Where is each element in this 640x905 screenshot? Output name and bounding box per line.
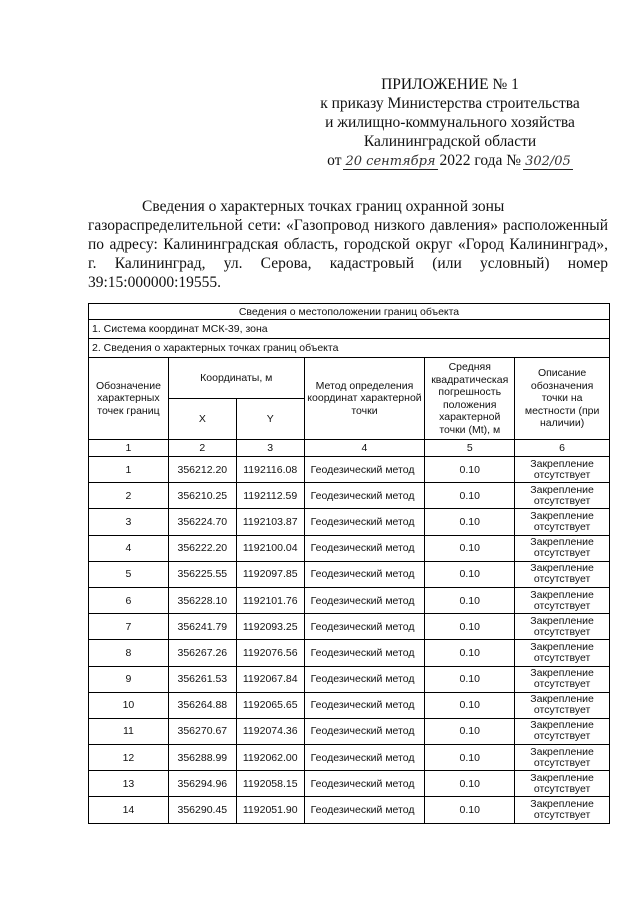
date-suffix: 2022 года № bbox=[439, 152, 522, 169]
y-coordinate-cell: 1192116.08 bbox=[236, 457, 304, 483]
header-x: X bbox=[168, 399, 236, 440]
y-coordinate-cell: 1192100.04 bbox=[236, 535, 304, 561]
table-row bbox=[89, 771, 610, 797]
y-coordinate-cell: 1192093.25 bbox=[236, 614, 304, 640]
y-coordinate-cell: 1192112.59 bbox=[236, 483, 304, 509]
error-cell: 0.10 bbox=[425, 483, 515, 509]
column-number: 2 bbox=[168, 440, 236, 457]
boundary-points-table bbox=[88, 303, 610, 824]
ministry-line: и жилищно-коммунального хозяйства bbox=[325, 114, 575, 131]
intro-rest: газораспределительной сети: «Газопровод низкого давления» расположенный по адресу: Калининградская область, городской округ «Город Калининград», г. Калининград, ул. Серова, кадастровый (или условный) номер 39:15:000000:19555. bbox=[88, 217, 608, 291]
description-cell: Закрепление отсутствует bbox=[515, 640, 610, 666]
error-cell: 0.10 bbox=[425, 614, 515, 640]
method-cell: Геодезический метод bbox=[304, 718, 425, 744]
point-number-cell: 11 bbox=[89, 718, 169, 744]
point-number-cell: 8 bbox=[89, 640, 169, 666]
point-number-cell: 2 bbox=[89, 483, 169, 509]
table-row bbox=[89, 483, 610, 509]
method-cell: Геодезический метод bbox=[304, 561, 425, 587]
table-row bbox=[89, 561, 610, 587]
order-ref-line: к приказу Министерства строительства bbox=[320, 95, 580, 112]
description-cell: Закрепление отсутствует bbox=[515, 614, 610, 640]
x-coordinate-cell: 356224.70 bbox=[168, 509, 236, 535]
header-coordinates: Координаты, м bbox=[168, 358, 304, 399]
method-cell: Геодезический метод bbox=[304, 509, 425, 535]
appendix-header bbox=[300, 75, 600, 170]
column-number: 1 bbox=[89, 440, 169, 457]
coordinate-system-row: 1. Система координат МСК-39, зона bbox=[89, 320, 610, 339]
point-number-cell: 9 bbox=[89, 666, 169, 692]
y-coordinate-cell: 1192076.56 bbox=[236, 640, 304, 666]
method-cell: Геодезический метод bbox=[304, 457, 425, 483]
point-number-cell: 7 bbox=[89, 614, 169, 640]
y-coordinate-cell: 1192067.84 bbox=[236, 666, 304, 692]
description-cell: Закрепление отсутствует bbox=[515, 483, 610, 509]
description-cell: Закрепление отсутствует bbox=[515, 457, 610, 483]
intro-first-line: Сведения о характерных точках границ охранной зоны bbox=[142, 198, 505, 215]
header-y: Y bbox=[236, 399, 304, 440]
header-error: Средняя квадратическая погрешность положения характерной точки (Mt), м bbox=[425, 358, 515, 440]
table-row bbox=[89, 587, 610, 613]
x-coordinate-cell: 356222.20 bbox=[168, 535, 236, 561]
error-cell: 0.10 bbox=[425, 745, 515, 771]
error-cell: 0.10 bbox=[425, 457, 515, 483]
table-row bbox=[89, 692, 610, 718]
method-cell: Геодезический метод bbox=[304, 587, 425, 613]
x-coordinate-cell: 356290.45 bbox=[168, 797, 236, 823]
point-number-cell: 6 bbox=[89, 587, 169, 613]
error-cell: 0.10 bbox=[425, 561, 515, 587]
table-title: Сведения о местоположении границ объекта bbox=[89, 304, 610, 320]
appendix-title: ПРИЛОЖЕНИЕ № 1 bbox=[381, 76, 519, 93]
y-coordinate-cell: 1192097.85 bbox=[236, 561, 304, 587]
table-row bbox=[89, 666, 610, 692]
handwritten-date: 20 сентября bbox=[345, 154, 436, 169]
x-coordinate-cell: 356228.10 bbox=[168, 587, 236, 613]
method-cell: Геодезический метод bbox=[304, 692, 425, 718]
point-number-cell: 1 bbox=[89, 457, 169, 483]
table-row bbox=[89, 718, 610, 744]
x-coordinate-cell: 356294.96 bbox=[168, 771, 236, 797]
method-cell: Геодезический метод bbox=[304, 614, 425, 640]
header-description: Описание обозначения точки на местности (при наличии) bbox=[515, 358, 610, 440]
y-coordinate-cell: 1192062.00 bbox=[236, 745, 304, 771]
intro-paragraph bbox=[88, 197, 608, 292]
header-method: Метод определения координат характерной точки bbox=[304, 358, 425, 440]
table-row bbox=[89, 509, 610, 535]
method-cell: Геодезический метод bbox=[304, 797, 425, 823]
table-row bbox=[89, 457, 610, 483]
method-cell: Геодезический метод bbox=[304, 483, 425, 509]
x-coordinate-cell: 356288.99 bbox=[168, 745, 236, 771]
method-cell: Геодезический метод bbox=[304, 745, 425, 771]
table-row bbox=[89, 614, 610, 640]
x-coordinate-cell: 356210.25 bbox=[168, 483, 236, 509]
column-number-row bbox=[89, 440, 610, 457]
error-cell: 0.10 bbox=[425, 797, 515, 823]
description-cell: Закрепление отсутствует bbox=[515, 718, 610, 744]
method-cell: Геодезический метод bbox=[304, 640, 425, 666]
table-row bbox=[89, 640, 610, 666]
error-cell: 0.10 bbox=[425, 509, 515, 535]
description-cell: Закрепление отсутствует bbox=[515, 745, 610, 771]
x-coordinate-cell: 356264.88 bbox=[168, 692, 236, 718]
point-number-cell: 14 bbox=[89, 797, 169, 823]
y-coordinate-cell: 1192065.65 bbox=[236, 692, 304, 718]
x-coordinate-cell: 356270.67 bbox=[168, 718, 236, 744]
method-cell: Геодезический метод bbox=[304, 535, 425, 561]
method-cell: Геодезический метод bbox=[304, 771, 425, 797]
order-date-line bbox=[300, 151, 600, 170]
description-cell: Закрепление отсутствует bbox=[515, 535, 610, 561]
table-row bbox=[89, 797, 610, 823]
point-number-cell: 13 bbox=[89, 771, 169, 797]
description-cell: Закрепление отсутствует bbox=[515, 771, 610, 797]
x-coordinate-cell: 356225.55 bbox=[168, 561, 236, 587]
description-cell: Закрепление отсутствует bbox=[515, 509, 610, 535]
error-cell: 0.10 bbox=[425, 771, 515, 797]
y-coordinate-cell: 1192058.15 bbox=[236, 771, 304, 797]
y-coordinate-cell: 1192074.36 bbox=[236, 718, 304, 744]
description-cell: Закрепление отсутствует bbox=[515, 561, 610, 587]
table-body bbox=[89, 457, 610, 824]
column-number: 5 bbox=[425, 440, 515, 457]
x-coordinate-cell: 356261.53 bbox=[168, 666, 236, 692]
y-coordinate-cell: 1192103.87 bbox=[236, 509, 304, 535]
y-coordinate-cell: 1192051.90 bbox=[236, 797, 304, 823]
error-cell: 0.10 bbox=[425, 692, 515, 718]
description-cell: Закрепление отсутствует bbox=[515, 692, 610, 718]
point-number-cell: 12 bbox=[89, 745, 169, 771]
x-coordinate-cell: 356267.26 bbox=[168, 640, 236, 666]
point-number-cell: 10 bbox=[89, 692, 169, 718]
description-cell: Закрепление отсутствует bbox=[515, 666, 610, 692]
header-point-designation: Обозначение характерных точек границ bbox=[89, 358, 169, 440]
point-number-cell: 5 bbox=[89, 561, 169, 587]
error-cell: 0.10 bbox=[425, 535, 515, 561]
description-cell: Закрепление отсутствует bbox=[515, 587, 610, 613]
point-number-cell: 4 bbox=[89, 535, 169, 561]
error-cell: 0.10 bbox=[425, 640, 515, 666]
error-cell: 0.10 bbox=[425, 718, 515, 744]
date-prefix: от bbox=[327, 152, 342, 169]
column-number: 3 bbox=[236, 440, 304, 457]
method-cell: Геодезический метод bbox=[304, 666, 425, 692]
column-number: 6 bbox=[515, 440, 610, 457]
error-cell: 0.10 bbox=[425, 666, 515, 692]
x-coordinate-cell: 356241.79 bbox=[168, 614, 236, 640]
point-number-cell: 3 bbox=[89, 509, 169, 535]
region-line: Калининградской области bbox=[363, 133, 537, 150]
table-row bbox=[89, 745, 610, 771]
points-info-row: 2. Сведения о характерных точках границ объекта bbox=[89, 339, 610, 358]
y-coordinate-cell: 1192101.76 bbox=[236, 587, 304, 613]
error-cell: 0.10 bbox=[425, 587, 515, 613]
handwritten-order-number: 302/05 bbox=[525, 154, 571, 169]
description-cell: Закрепление отсутствует bbox=[515, 797, 610, 823]
column-number: 4 bbox=[304, 440, 425, 457]
table-row bbox=[89, 535, 610, 561]
x-coordinate-cell: 356212.20 bbox=[168, 457, 236, 483]
